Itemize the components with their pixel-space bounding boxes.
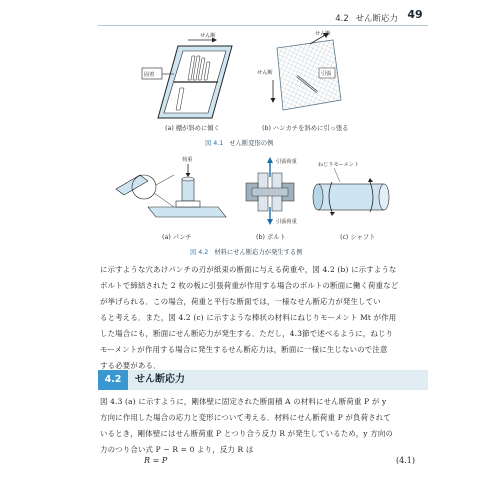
label-shear: せん断 bbox=[200, 33, 216, 39]
text-line: ボルトで締結された 2 枚の板に引張荷重が作用する場合のボルトの断面に働く荷重など bbox=[100, 281, 399, 290]
figure-4-2-caption bbox=[190, 247, 302, 256]
figure-4-2-number: 図 4.2 bbox=[190, 249, 209, 256]
label-tension-bottom: 引張荷重 bbox=[276, 219, 297, 225]
section-number: 4.2 bbox=[98, 370, 128, 390]
label-shear-top: せん断 bbox=[315, 31, 331, 37]
figure-4-1b-handkerchief bbox=[255, 30, 350, 122]
figure-4-1-number: 図 4.1 bbox=[205, 140, 224, 147]
section-title: せん断応力 bbox=[135, 374, 185, 385]
header-section-number: 4.2 bbox=[335, 14, 349, 24]
body-paragraph-2 bbox=[100, 394, 428, 458]
figure-4-2c-caption: (c) シャフト bbox=[340, 234, 376, 241]
label-tension-top: 引張荷重 bbox=[276, 159, 297, 165]
text-line: いるとき，剛体壁にはせん断荷重 P とつり合う反力 R が発生しているため，y 方向の bbox=[100, 429, 393, 438]
text-line: した場合にも，断面にせん断応力が発生する．ただし，4.3節で述べるように，ねじり bbox=[100, 329, 394, 338]
label-tension: 引張 bbox=[321, 71, 332, 77]
figure-4-1a-shelf bbox=[140, 32, 240, 124]
equation-number: (4.1) bbox=[396, 456, 415, 465]
text-line: が挙げられる．この場合，荷重と平行な断面では，一様なせん断応力が発生してい bbox=[100, 297, 381, 306]
text-line: に示すような穴あけパンチの刃が紙束の断面に与える荷重や，図 4.2 (b) に示すような bbox=[100, 265, 397, 274]
equation: R = P bbox=[144, 456, 168, 465]
text-line: ると考える．また，図 4.2 (c) に示すような棒状の材料にねじりモーメント Mt が作用 bbox=[100, 313, 397, 322]
text-line: 力のつり合い式 P − R = 0 より，反力 R は bbox=[100, 445, 254, 454]
figure-4-2a-punch bbox=[108, 155, 230, 227]
label-load: 荷重 bbox=[182, 157, 193, 163]
label-moment: ねじりモーメント bbox=[318, 162, 360, 168]
header-section-title: せん断応力 bbox=[355, 14, 398, 24]
figure-4-1a-caption: (a) 棚が斜めに傾く bbox=[165, 125, 220, 132]
figure-4-2b-caption: (b) ボルト bbox=[256, 234, 286, 241]
figure-4-2a-caption: (a) パンチ bbox=[162, 234, 192, 241]
label-fixed: 固着 bbox=[144, 72, 155, 78]
figure-4-1-caption bbox=[205, 138, 273, 147]
figure-4-2b-bolt bbox=[240, 155, 310, 231]
figure-4-2-title: 材料にせん断応力が発生する例 bbox=[214, 249, 303, 256]
label-shear-left: せん断 bbox=[257, 70, 273, 76]
header-rule bbox=[98, 25, 428, 26]
text-line: する必要がある． bbox=[100, 361, 161, 370]
body-paragraph-1 bbox=[100, 262, 428, 374]
figure-4-1-title: せん断変形の例 bbox=[229, 140, 274, 147]
page-number: 49 bbox=[407, 8, 423, 21]
text-line: 方向に作用した場合の応力と変形について考える．材料にせん断荷重 P が負荷されて bbox=[100, 413, 391, 422]
figure-4-2c-shaft bbox=[310, 160, 394, 228]
running-header bbox=[335, 12, 398, 24]
text-line: 図 4.3 (a) に示すように，剛体壁に固定された断面積 A の材料にせん断荷重 P が y bbox=[100, 397, 387, 406]
text-line: モーメントが作用する場合に発生するせん断応力は，断面に一様に生じないので注意 bbox=[100, 345, 388, 354]
figure-4-1b-caption: (b) ハンカチを斜めに引っ張る bbox=[262, 125, 349, 132]
